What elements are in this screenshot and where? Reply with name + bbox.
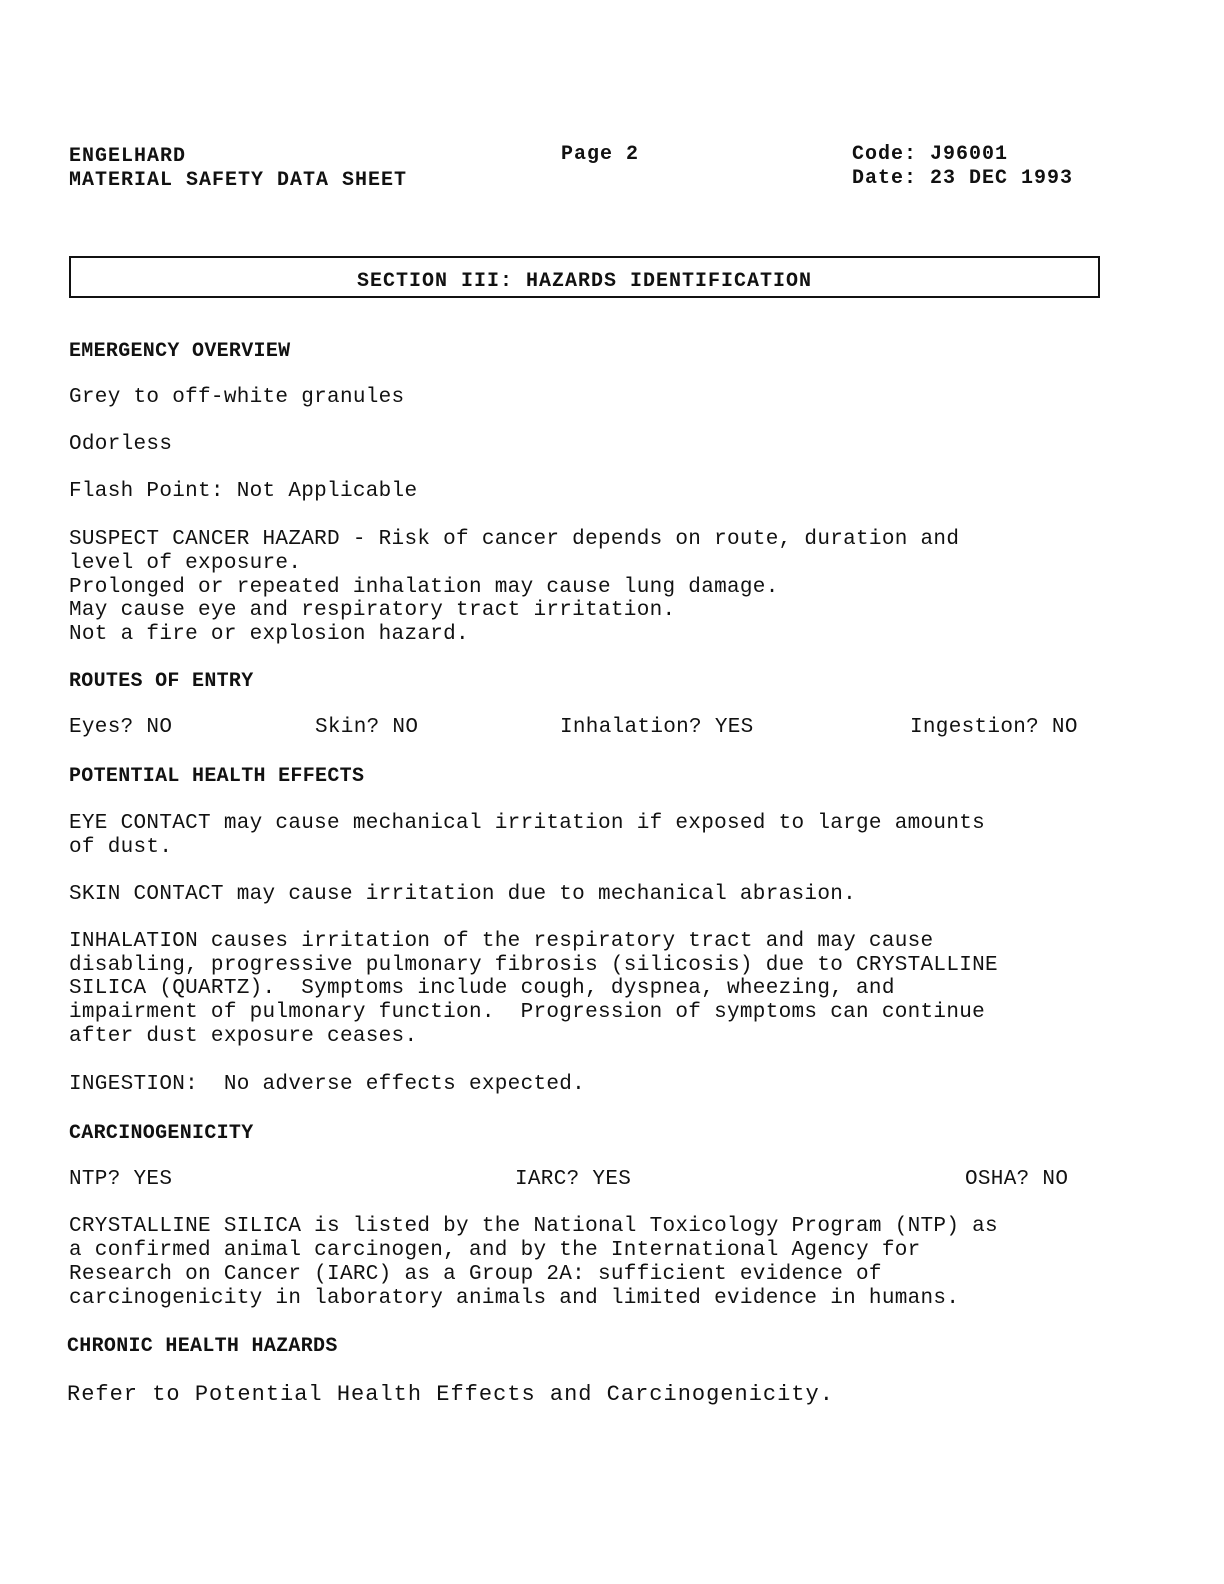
carcinogenicity-line: CRYSTALLINE SILICA is listed by the National Toxicology Program (NTP) as — [69, 1215, 998, 1238]
skin-contact-text: SKIN CONTACT may cause irritation due to mechanical abrasion. — [69, 883, 857, 906]
route-inhalation: Inhalation? YES — [560, 716, 754, 739]
routes-of-entry-heading: ROUTES OF ENTRY — [69, 670, 254, 693]
document-type: MATERIAL SAFETY DATA SHEET — [69, 169, 408, 192]
company-name: ENGELHARD — [69, 145, 187, 168]
chronic-hazards-text: Refer to Potential Health Effects and Carcinogenicity. — [67, 1382, 834, 1407]
inhalation-line: after dust exposure ceases. — [69, 1025, 418, 1048]
warning-line: Not a fire or explosion hazard. — [69, 623, 469, 646]
health-effects-heading: POTENTIAL HEALTH EFFECTS — [69, 765, 365, 788]
carcinogenicity-line: a confirmed animal carcinogen, and by the International Agency for — [69, 1239, 921, 1262]
route-skin: Skin? NO — [315, 716, 419, 739]
route-ingestion: Ingestion? NO — [910, 716, 1078, 739]
page-number: Page 2 — [561, 143, 640, 166]
warning-line: SUSPECT CANCER HAZARD - Risk of cancer depends on route, duration and — [69, 528, 960, 551]
ntp-status: NTP? YES — [69, 1168, 173, 1191]
flash-point-text: Flash Point: Not Applicable — [69, 480, 418, 503]
section-title: SECTION III: HAZARDS IDENTIFICATION — [356, 270, 813, 293]
iarc-status: IARC? YES — [515, 1168, 632, 1191]
route-eyes: Eyes? NO — [69, 716, 173, 739]
carcinogenicity-heading: CARCINOGENICITY — [69, 1122, 254, 1145]
inhalation-line: INHALATION causes irritation of the respiratory tract and may cause — [69, 930, 934, 953]
document-date: Date: 23 DEC 1993 — [852, 167, 1074, 190]
osha-status: OSHA? NO — [965, 1168, 1069, 1191]
inhalation-line: impairment of pulmonary function. Progression of symptoms can continue — [69, 1001, 986, 1024]
eye-contact-line: EYE CONTACT may cause mechanical irritation if exposed to large amounts — [69, 812, 986, 835]
inhalation-line: disabling, progressive pulmonary fibrosis (silicosis) due to CRYSTALLINE — [69, 954, 998, 977]
inhalation-line: SILICA (QUARTZ). Symptoms include cough, dyspnea, wheezing, and — [69, 977, 895, 1000]
eye-contact-line: of dust. — [69, 836, 173, 859]
carcinogenicity-line: carcinogenicity in laboratory animals and limited evidence in humans. — [69, 1287, 960, 1310]
ingestion-text: INGESTION: No adverse effects expected. — [69, 1073, 586, 1096]
carcinogenicity-line: Research on Cancer (IARC) as a Group 2A: sufficient evidence of — [69, 1263, 882, 1286]
odor-text: Odorless — [69, 433, 173, 456]
document-code: Code: J96001 — [852, 143, 1009, 166]
chronic-hazards-heading: CHRONIC HEALTH HAZARDS — [67, 1335, 338, 1358]
warning-line: level of exposure. — [69, 552, 302, 575]
emergency-overview-heading: EMERGENCY OVERVIEW — [69, 340, 291, 363]
warning-line: Prolonged or repeated inhalation may cause lung damage. — [69, 576, 779, 599]
warning-line: May cause eye and respiratory tract irritation. — [69, 599, 676, 622]
section-title-box — [69, 256, 1100, 298]
appearance-text: Grey to off-white granules — [69, 386, 405, 409]
